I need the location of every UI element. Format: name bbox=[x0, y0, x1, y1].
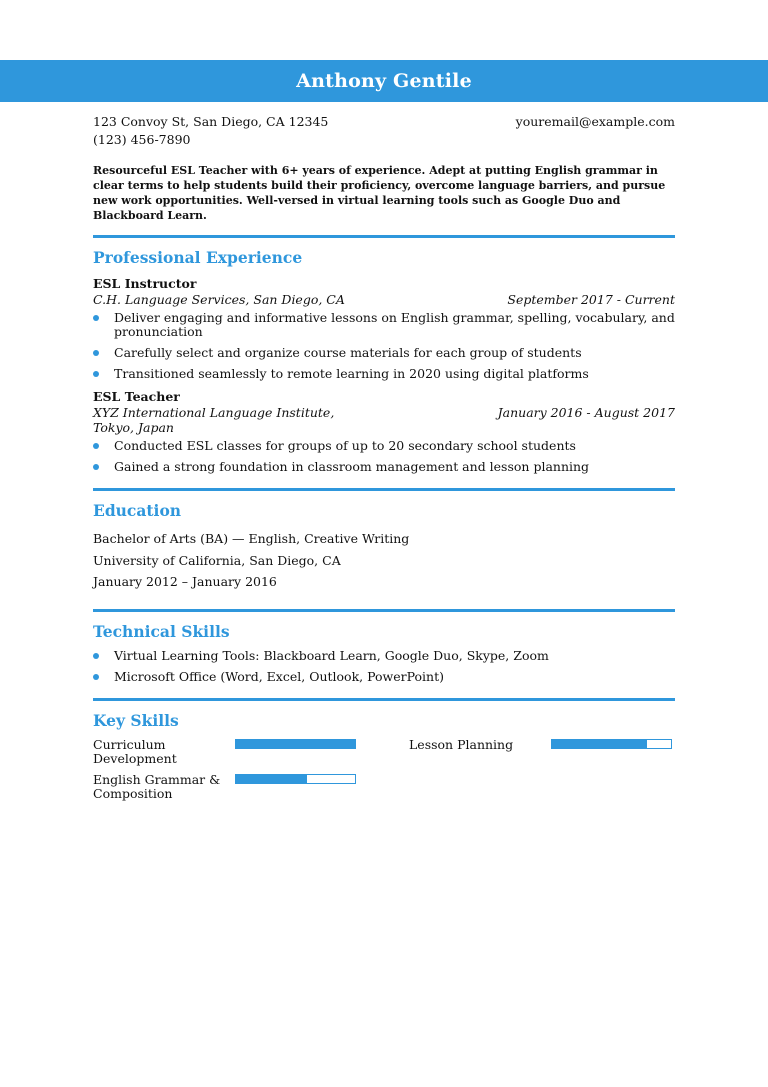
resume-body bbox=[93, 113, 675, 808]
email: youremail@example.com bbox=[515, 114, 675, 129]
bullet-text: Transitioned seamlessly to remote learning in 2020 using digital platforms bbox=[114, 366, 589, 381]
bullet-icon bbox=[93, 653, 99, 659]
bullet-text: Microsoft Office (Word, Excel, Outlook, PowerPoint) bbox=[114, 668, 444, 684]
list-item bbox=[93, 649, 675, 663]
skill-label: Curriculum Development bbox=[93, 736, 177, 766]
job-entry bbox=[93, 275, 675, 381]
job-role: ESL Teacher bbox=[93, 389, 180, 404]
section-title-experience: Professional Experience bbox=[93, 248, 303, 267]
contact-info bbox=[93, 113, 675, 149]
job-company: XYZ International Language Institute, Tokyo, Japan bbox=[93, 405, 335, 435]
job-dates: January 2016 - August 2017 bbox=[497, 405, 675, 420]
bullet-text: Conducted ESL classes for groups of up to 20 secondary school students bbox=[114, 438, 576, 453]
list-item bbox=[93, 346, 675, 360]
experience-section bbox=[93, 235, 675, 474]
skill-label: Lesson Planning bbox=[409, 736, 514, 752]
section-title-technical-skills: Technical Skills bbox=[93, 621, 230, 641]
job-bullets bbox=[93, 439, 675, 474]
skill-level-bar bbox=[551, 739, 672, 749]
skill-level-fill bbox=[236, 740, 355, 748]
technical-skills-list bbox=[93, 649, 675, 684]
bullet-icon bbox=[93, 464, 99, 470]
summary: Resourceful ESL Teacher with 6+ years of experience. Adept at putting English grammar in clear terms to help students build their proficiency, overcome language barriers, and pursue new work opportunities. Well-versed in virtual learning tools such as Google Duo and Blackboard Learn. bbox=[93, 164, 666, 222]
skill-label: English Grammar & Composition bbox=[93, 771, 221, 801]
section-divider bbox=[93, 488, 675, 491]
section-divider bbox=[93, 609, 675, 612]
skill-item bbox=[93, 773, 223, 801]
bullet-text: Carefully select and organize course materials for each group of students bbox=[114, 345, 582, 360]
job-company: C.H. Language Services, San Diego, CA bbox=[93, 292, 345, 307]
job-bullets bbox=[93, 311, 675, 381]
bullet-icon bbox=[93, 371, 99, 377]
bullet-icon bbox=[93, 674, 99, 680]
job-dates: September 2017 - Current bbox=[507, 292, 675, 307]
job-role: ESL Instructor bbox=[93, 276, 197, 291]
list-item bbox=[93, 670, 675, 684]
header-banner bbox=[0, 60, 768, 102]
skill-level-fill bbox=[236, 775, 307, 783]
section-title-education: Education bbox=[93, 501, 182, 520]
education-degree: Bachelor of Arts (BA) — English, Creative Writing bbox=[93, 531, 410, 546]
job-entry bbox=[93, 388, 675, 474]
bullet-icon bbox=[93, 443, 99, 449]
list-item bbox=[93, 460, 675, 474]
bullet-text: Gained a strong foundation in classroom management and lesson planning bbox=[114, 459, 590, 474]
key-skills-section bbox=[93, 698, 675, 808]
technical-skills-section bbox=[93, 609, 675, 684]
skill-item bbox=[409, 738, 539, 752]
list-item bbox=[93, 311, 675, 339]
bullet-text: Virtual Learning Tools: Blackboard Learn, Google Duo, Skype, Zoom bbox=[114, 647, 549, 663]
bullet-icon bbox=[93, 350, 99, 356]
section-divider bbox=[93, 698, 675, 701]
skill-level-bar bbox=[235, 774, 356, 784]
bullet-text: Deliver engaging and informative lessons on English grammar, spelling, vocabulary, and pronunciation bbox=[114, 310, 675, 339]
list-item bbox=[93, 439, 675, 453]
address: 123 Convoy St, San Diego, CA 12345 bbox=[93, 114, 329, 129]
education-dates: January 2012 – January 2016 bbox=[93, 574, 277, 589]
skill-level-fill bbox=[552, 740, 647, 748]
skill-item bbox=[93, 738, 223, 766]
key-skills-grid bbox=[93, 738, 675, 808]
phone: (123) 456-7890 bbox=[93, 132, 191, 147]
job-meta bbox=[93, 405, 675, 435]
candidate-name: Anthony Gentile bbox=[296, 70, 472, 92]
job-meta bbox=[93, 292, 675, 307]
education-section bbox=[93, 488, 675, 593]
list-item bbox=[93, 367, 675, 381]
skill-level-bar bbox=[235, 739, 356, 749]
bullet-icon bbox=[93, 315, 99, 321]
education-school: University of California, San Diego, CA bbox=[93, 552, 341, 568]
section-title-key-skills: Key Skills bbox=[93, 710, 179, 730]
section-divider bbox=[93, 235, 675, 238]
